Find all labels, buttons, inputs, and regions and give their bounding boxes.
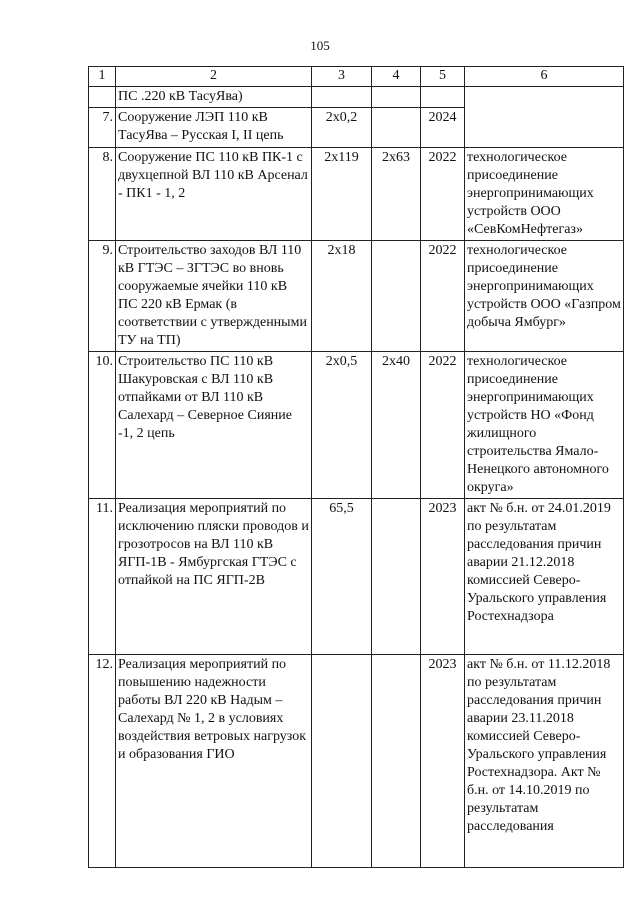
row-number-cell: 7. xyxy=(89,108,116,148)
year-cell: 2022 xyxy=(421,352,465,499)
work-name-cell: Строительство заходов ВЛ 110 кВ ГТЭС – ЗГТЭС во вновь сооружаемые ячейки 110 кВ ПС 220 кВ Ермак (в соответствии с утвержденными ТУ на ТП) xyxy=(116,241,312,352)
table-row xyxy=(89,499,624,655)
length-cell: 2х119 xyxy=(312,148,372,241)
year-cell xyxy=(421,87,465,108)
table-row xyxy=(89,655,624,868)
year-cell: 2024 xyxy=(421,108,465,148)
row-number-cell: 11. xyxy=(89,499,116,655)
length-cell xyxy=(312,655,372,868)
length-cell: 2х0,2 xyxy=(312,108,372,148)
year-cell: 2022 xyxy=(421,148,465,241)
power-cell xyxy=(372,499,421,655)
table-row xyxy=(89,241,624,352)
work-name-cell: Реализация мероприятий по исключению пляски проводов и грозотросов на ВЛ 110 кВ ЯГП-1В - Ямбургская ГТЭС с отпайкой на ПС ЯГП-2В xyxy=(116,499,312,655)
basis-cell: технологическое присоединение энергопринимающих устройств ООО «СевКомНефтегаз» xyxy=(465,148,624,241)
year-cell: 2022 xyxy=(421,241,465,352)
header-cell: 3 xyxy=(312,67,372,87)
work-name-cell: Сооружение ПС 110 кВ ПК-1 с двухцепной ВЛ 110 кВ Арсенал - ПК1 - 1, 2 xyxy=(116,148,312,241)
header-cell: 1 xyxy=(89,67,116,87)
row-number-cell: 9. xyxy=(89,241,116,352)
header-cell: 5 xyxy=(421,67,465,87)
table-row xyxy=(89,87,624,108)
header-cell: 4 xyxy=(372,67,421,87)
row-number-cell: 10. xyxy=(89,352,116,499)
power-cell xyxy=(372,655,421,868)
year-cell: 2023 xyxy=(421,499,465,655)
length-cell: 2х0,5 xyxy=(312,352,372,499)
basis-cell: технологическое присоединение энергопринимающих устройств ООО «Газпром добыча Ямбург» xyxy=(465,241,624,352)
basis-cell xyxy=(465,87,624,108)
basis-cell: акт № б.н. от 11.12.2018 по результатам расследования причин аварии 23.11.2018 комиссией Северо-Уральского управления Ростехнадзора. Акт № б.н. от 14.10.2019 по результатам расследования xyxy=(465,655,624,868)
power-cell xyxy=(372,108,421,148)
power-cell xyxy=(372,87,421,108)
header-cell: 6 xyxy=(465,67,624,87)
table-row xyxy=(89,148,624,241)
row-number-cell: 12. xyxy=(89,655,116,868)
power-cell: 2х40 xyxy=(372,352,421,499)
row-number-cell xyxy=(89,87,116,108)
basis-cell xyxy=(465,108,624,148)
length-cell xyxy=(312,87,372,108)
works-table xyxy=(88,66,624,868)
work-name-cell: ПС .220 кВ ТасуЯва) xyxy=(116,87,312,108)
length-cell: 65,5 xyxy=(312,499,372,655)
basis-cell: акт № б.н. от 24.01.2019 по результатам расследования причин аварии 21.12.2018 комиссией Северо-Уральского управления Ростехнадзора xyxy=(465,499,624,655)
basis-cell: технологическое присоединение энергопринимающих устройств НО «Фонд жилищного строительства Ямало-Ненецкого автономного округа» xyxy=(465,352,624,499)
page-number: 105 xyxy=(310,38,330,53)
header-cell: 2 xyxy=(116,67,312,87)
table-row xyxy=(89,352,624,499)
power-cell: 2х63 xyxy=(372,148,421,241)
table-header-row xyxy=(89,67,624,87)
work-name-cell: Сооружение ЛЭП 110 кВ ТасуЯва – Русская I, II цепь xyxy=(116,108,312,148)
length-cell: 2х18 xyxy=(312,241,372,352)
work-name-cell: Строительство ПС 110 кВ Шакуровская с ВЛ 110 кВ отпайками от ВЛ 110 кВ Салехард – Северное Сияние -1, 2 цепь xyxy=(116,352,312,499)
table-row xyxy=(89,108,624,148)
row-number-cell: 8. xyxy=(89,148,116,241)
work-name-cell: Реализация мероприятий по повышению надежности работы ВЛ 220 кВ Надым – Салехард № 1, 2 в условиях воздействия ветровых нагрузок и образования ГИО xyxy=(116,655,312,868)
power-cell xyxy=(372,241,421,352)
year-cell: 2023 xyxy=(421,655,465,868)
